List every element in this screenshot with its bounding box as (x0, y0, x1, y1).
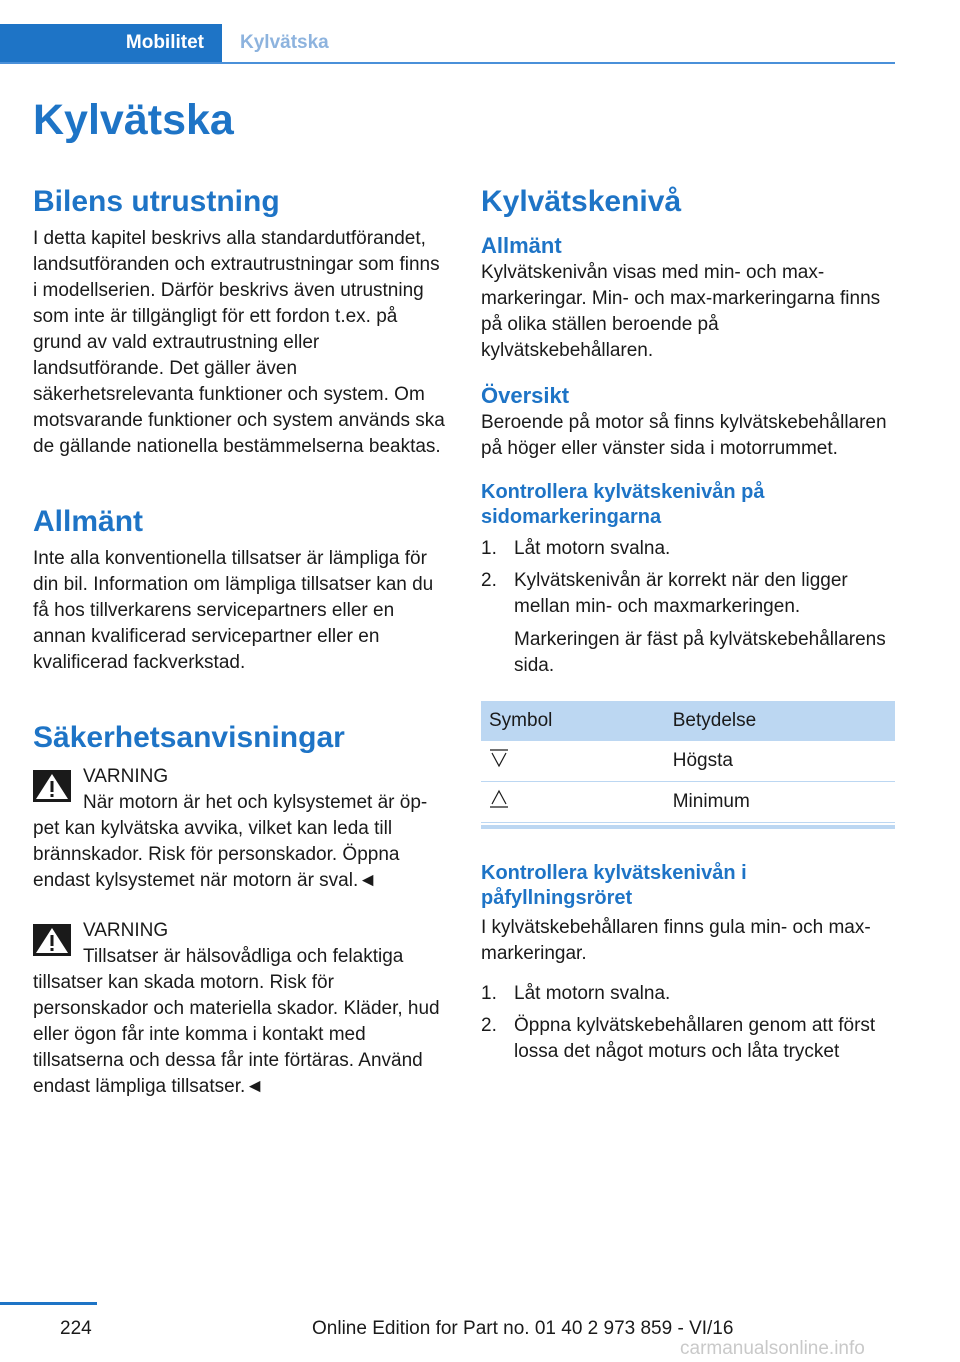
max-mark-icon (489, 748, 509, 768)
tab-mobilitet[interactable]: Mobilitet (0, 24, 222, 62)
list-subtext: Markeringen är fäst på kylvätskebehållarens sida. (514, 629, 886, 676)
section-heading-bilens-utrustning: Bilens utrustning (33, 185, 280, 218)
text-pafyllningsroret: I kylvätskebehållaren finns gula min- och max-markeringar. (481, 917, 871, 964)
list-item (481, 1013, 895, 1065)
text-oversikt: Beroende på motor så finns kylvätskebehållaren på höger eller vänster sida i motorrummet. (481, 412, 887, 459)
header-tabbar (0, 24, 895, 64)
warning-title: VARNING (83, 920, 169, 941)
section-text-bilens-utrustning: I detta kapitel beskrivs alla standardutförandet, landsutföranden och extrautrustningar som finns i modellserien. Därför beskrivs även utrustning som inte är tillgängligt för ett fordon t.ex. på grund av vald extrautrustning eller landsutförande. Det gäller även säkerhetsrelevanta funktioner och system. Om motsvarande funktioner och system används ska de gällande nationella bestämmelserna beaktas. (33, 228, 445, 457)
section-heading-kylvatskeniva: Kylvätskenivå (481, 185, 682, 218)
list-text: Låt motorn svalna. (514, 538, 671, 559)
list-item (481, 981, 895, 1007)
warning-title: VARNING (83, 766, 169, 787)
table-cell-meaning: Minimum (665, 782, 895, 823)
text-allmant: Kylvätskenivån visas med min- och max-markeringar. Min- och max-markeringarna finns på olika ställen beroende på kylvätskebehållaren. (481, 262, 881, 361)
table-row (481, 782, 895, 823)
table-cell-symbol (481, 782, 665, 823)
list-number: 1. (481, 983, 497, 1004)
list-number: 2. (481, 570, 497, 591)
symbol-table (481, 701, 895, 823)
table-header-symbol: Symbol (481, 701, 665, 741)
table-bottom-rule (481, 825, 895, 829)
subheading-sidomarkeringar: Kontrollera kylvätskenivån på sidomarkeringarna (481, 481, 765, 528)
list-item (481, 568, 895, 679)
table-cell-meaning: Högsta (665, 741, 895, 782)
section-heading-allmant: Allmänt (33, 505, 144, 538)
watermark: carmanualsonline.info (680, 1338, 865, 1359)
min-mark-icon (489, 789, 509, 809)
warning-triangle-icon (33, 770, 71, 802)
warning-text-first-line: När motorn är het och kylsystemet är öp- (83, 792, 428, 813)
footer-rule (0, 1302, 97, 1305)
list-item (481, 536, 895, 562)
left-column (33, 180, 445, 1100)
subheading-pafyllningsroret: Kontrollera kylvätskenivån i påfyllningsröret (481, 862, 747, 909)
list-number: 1. (481, 538, 497, 559)
warning-text-rest: tillsatser kan skada motorn. Risk för personskador och materiella skador. Kläder, hud eller ögon får inte komma i kontakt med tillsatserna och dessa får inte förtäras. Använd endast lämpliga tillsatser.◄ (33, 972, 440, 1097)
table-header-betydelse: Betydelse (665, 701, 895, 741)
tab-kylvatska[interactable]: Kylvätska (240, 32, 329, 53)
list-number: 2. (481, 1015, 497, 1036)
section-heading-sakerhetsanvisningar: Säkerhetsanvisningar (33, 721, 345, 754)
warning-text-rest: pet kan kylvätska avvika, vilket kan leda till brännskador. Risk för personskador. Öppna endast kylsystemet när motorn är sval.◄ (33, 818, 400, 891)
warning-block-2 (33, 918, 445, 1100)
subheading-oversikt: Översikt (481, 383, 570, 408)
section-text-allmant: Inte alla konventionella tillsatser är lämpliga för din bil. Information om lämpliga tillsatser kan du få hos tillverkarens servicepartners eller en annan kvalificerad servicepartner eller en kvalificerad fackverkstad. (33, 548, 434, 673)
list-text: Öppna kylvätskebehållaren genom att först lossa det något moturs och låta trycket (514, 1015, 876, 1062)
warning-triangle-icon (33, 924, 71, 956)
warning-text (33, 790, 445, 894)
warning-text-first-line: Tillsatser är hälsovådliga och felaktiga (83, 946, 404, 967)
table-cell-symbol (481, 741, 665, 782)
steps-list-1 (481, 536, 895, 679)
steps-list-2 (481, 981, 895, 1065)
page-number: 224 (60, 1318, 92, 1339)
list-text: Låt motorn svalna. (514, 983, 671, 1004)
warning-text (33, 944, 445, 1100)
warning-block-1 (33, 764, 445, 894)
list-text: Kylvätskenivån är korrekt när den ligger mellan min- och maxmarkeringen. (514, 570, 848, 617)
right-column (481, 180, 895, 1071)
edition-info: Online Edition for Part no. 01 40 2 973 859 - VI/16 (312, 1318, 734, 1339)
subheading-allmant: Allmänt (481, 233, 562, 258)
table-row (481, 741, 895, 782)
page-title: Kylvätska (33, 96, 234, 144)
